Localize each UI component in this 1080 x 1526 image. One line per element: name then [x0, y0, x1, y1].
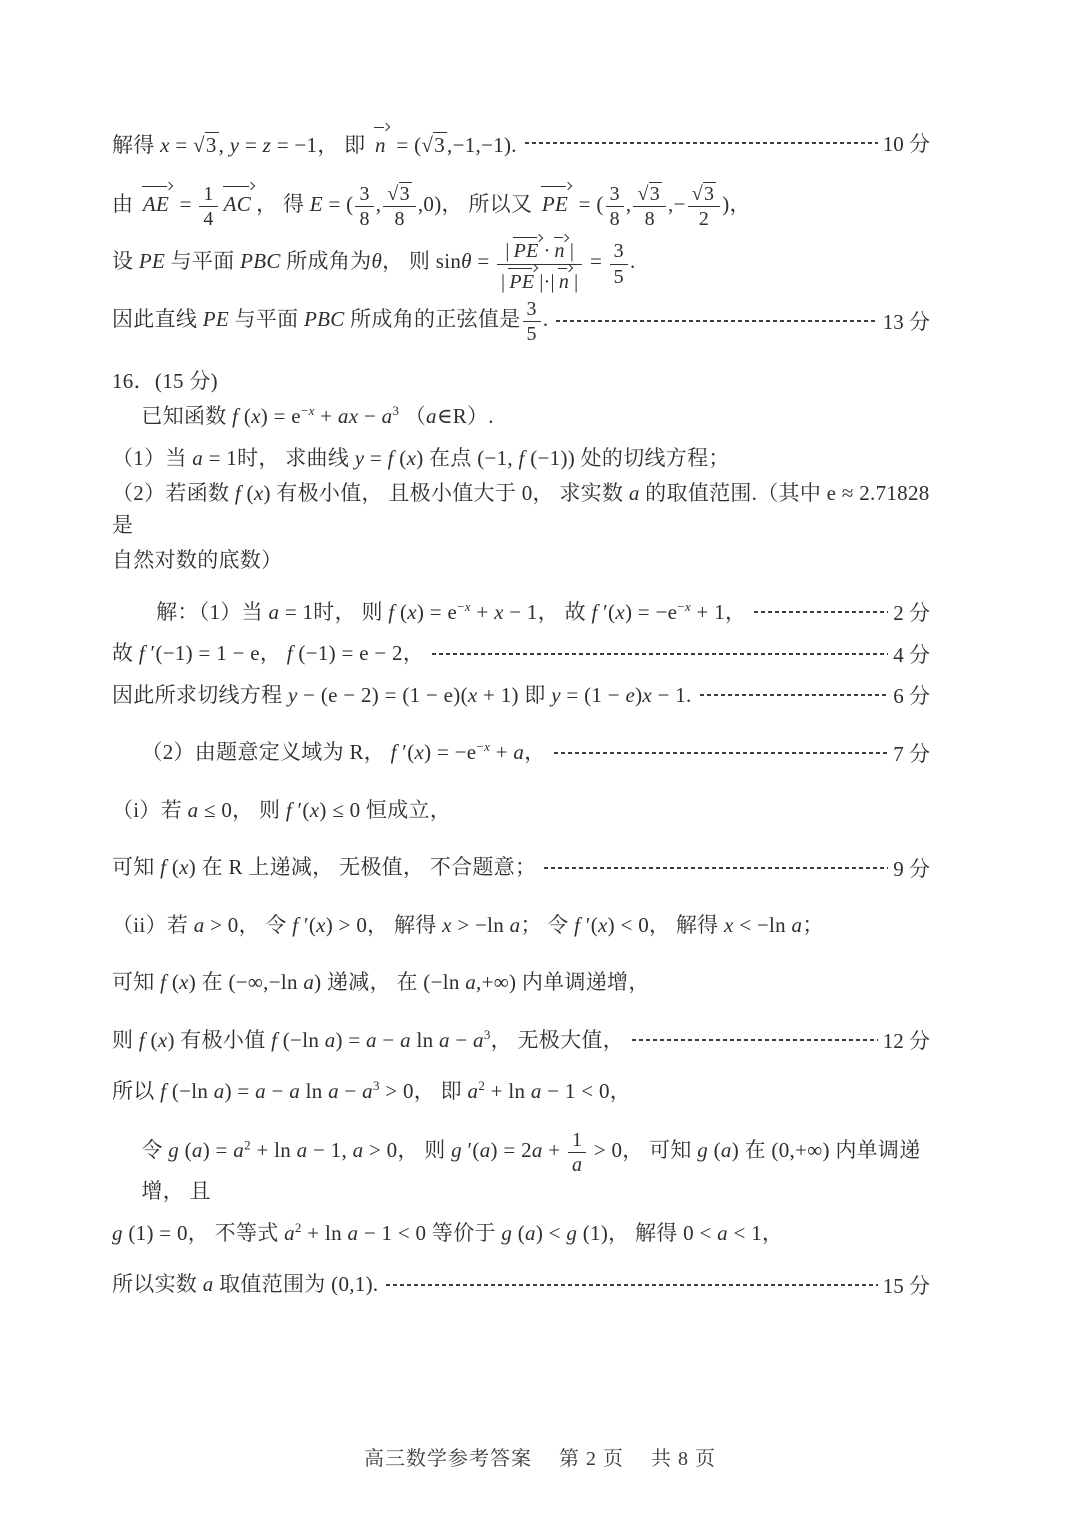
math-text: g (1) = 0， 不等式 $a^2 + \ln a - 1 < 0$ 等价于 g (a) < g (1)， 解得 0 < a < 1， [112, 1219, 784, 1245]
dashed-leader [386, 1284, 877, 1286]
math-text: 解得 x = √3, y = z = −1， 即 n = (√3,−1,−1). [112, 125, 517, 162]
dashed-leader [525, 142, 878, 144]
math-text: 可知 f (x) 在 R 上递减， 无极值， 不合题意； [112, 855, 537, 880]
solution-line [112, 182, 930, 231]
solution-line [112, 638, 930, 670]
score-label: 4 分 [893, 642, 930, 667]
solution-line [112, 125, 930, 162]
math-text: 已知函数 f $(x) = e^{-x}$ + ax − $a^3$ （a∈R）. [141, 403, 494, 429]
solution-line [112, 852, 930, 884]
math-text: 自然对数的底数） [112, 548, 283, 573]
footer-text: 高三数学参考答案 第 2 页 共 8 页 [364, 1448, 716, 1470]
solution-line [112, 597, 930, 629]
solution-line [112, 478, 930, 541]
score-label: 15 分 [882, 1274, 930, 1298]
solution-line [112, 1076, 930, 1108]
math-text: （2）若函数 f (x) 有极小值， 且极小值大于 0， 求实数 a 的取值范围.（其中 e ≈ 2.71828 是 [112, 481, 930, 537]
math-text: 解：（1）当 a = 1时， 则 f $(x) = e^{-x} + x - 1$， 故 f $'(x) = -e^{-x} + 1$， [156, 598, 747, 624]
math-text: 所以 f (−ln a) = a − a $\ln a - a^3 > 0$， 即 $a^2 + \ln a - 1 < 0$， [112, 1078, 632, 1104]
score-label: 2 分 [893, 601, 930, 626]
solution-lines [112, 125, 930, 1305]
dashed-leader [700, 694, 889, 696]
math-text: 故 f ′(−1) = 1 − e， f (−1) = e − 2， [112, 641, 425, 666]
solution-line [112, 1269, 930, 1301]
math-text: 令 g $(a) = a^2 + \ln a - 1$, a > 0， 则 g ′(a) = 2a + $\frac{1}{a}$ > 0， 可知 g (a) 在 (0,+∞) 内单调递增， 且 [141, 1128, 921, 1204]
math-text: 16．(15 分) [112, 368, 218, 393]
math-text: （2）由题意定义域为 R， f $'(x) = -e^{-x} + a$， [141, 739, 546, 765]
score-label: 9 分 [893, 856, 930, 881]
solution-line [112, 967, 930, 999]
math-text: （ii）若 a > 0， 令 f ′(x) > 0， 解得 x > −ln a； 令 f ′(x) < 0， 解得 x < −ln a； [112, 912, 824, 937]
solution-line [112, 234, 930, 293]
solution-line [112, 297, 930, 346]
score-label: 10 分 [882, 132, 930, 157]
dashed-leader [432, 653, 888, 655]
solution-line [112, 443, 930, 475]
math-text: 所以实数 a 取值范围为 (0,1). [112, 1272, 379, 1297]
solution-line [112, 1218, 930, 1250]
solution-line [112, 910, 930, 942]
solution-line [112, 366, 930, 398]
solution-line [112, 680, 930, 712]
solution-line [112, 545, 930, 577]
dashed-leader [556, 320, 877, 322]
math-text: 设 PE 与平面 PBC 所成角为θ， 则 sinθ = $\frac{| PE \cdot n |}{| PE |\cdot| n |}$ = $\frac{3}{5}$ . [112, 234, 636, 293]
math-text: 则 f (x) 有极小值 f (−ln a) = a − a $\ln a - a^3$， 无极大值， [112, 1026, 625, 1052]
solution-line [112, 1128, 930, 1208]
dashed-leader [754, 611, 888, 613]
solution-line [112, 795, 930, 827]
math-text: 因此所求切线方程 y − (e − 2) = (1 − e)(x + 1) 即 y = (1 − e)x − 1. [112, 682, 692, 707]
score-label: 12 分 [882, 1029, 930, 1054]
score-label: 13 分 [882, 310, 930, 335]
solution-line [112, 401, 930, 433]
math-text: 可知 f (x) 在 (−∞,−ln a) 递减， 在 (−ln a,+∞) 内单调递增， [112, 970, 650, 995]
page-footer [0, 1442, 1080, 1471]
math-text: 由 AE = $\frac{1}{4}$ AC ， 得 E = ( $\frac{3}{8}$ , $\frac{√3}{8}$ ,0)， 所以又 PE = ( $\frac{3}{8}$ , $\frac{√3}{8}$ ,− $\frac{√3}{2}$ )， [112, 182, 751, 230]
math-text: 因此直线 PE 与平面 PBC 所成角的正弦值是 $\frac{3}{5}$ . [112, 297, 549, 346]
score-label: 6 分 [893, 684, 930, 709]
solution-line [112, 1025, 930, 1057]
score-label: 7 分 [893, 741, 930, 766]
solution-line [112, 737, 930, 769]
math-text: （1）当 a = 1时， 求曲线 y = f (x) 在点 (−1, f (−1)) 处的切线方程； [112, 445, 730, 470]
dashed-leader [544, 867, 888, 869]
dashed-leader [554, 752, 889, 754]
dashed-leader [632, 1039, 878, 1041]
math-text: （i）若 a ≤ 0， 则 f ′(x) ≤ 0 恒成立， [112, 797, 452, 822]
